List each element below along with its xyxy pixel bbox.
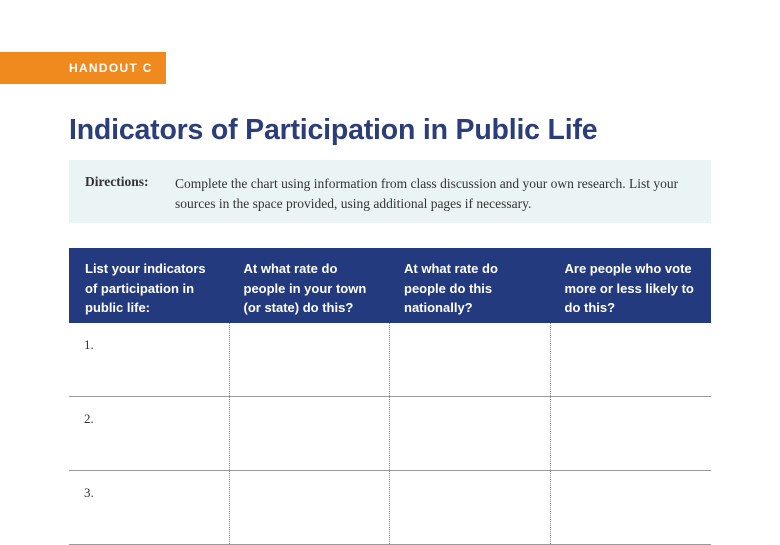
table-cell-indicator[interactable] [69, 397, 230, 470]
table-row [69, 397, 711, 471]
page-title: Indicators of Participation in Public Life [69, 114, 598, 146]
directions-text: Complete the chart using information from class discussion and your own research. List your sources in the space provided, using additional pages if necessary. [175, 176, 679, 211]
table-cell-voter-likelihood[interactable] [551, 323, 712, 396]
table-cell-local-rate[interactable] [230, 471, 391, 544]
table-row [69, 323, 711, 397]
table-cell-indicator[interactable] [69, 323, 230, 396]
directions-label: Directions: [85, 174, 149, 189]
row-number: 2. [84, 411, 94, 426]
table-cell-national-rate[interactable] [390, 471, 551, 544]
handout-tag: HANDOUT C [0, 52, 166, 84]
table-cell-local-rate[interactable] [230, 323, 391, 396]
column-header-local-rate: At what rate do people in your town (or state) do this? [243, 261, 367, 315]
table-cell-indicator[interactable] [69, 471, 230, 544]
column-header-voter-likelihood: Are people who vote more or less likely to do this? [564, 261, 694, 315]
table-cell-local-rate[interactable] [230, 397, 391, 470]
table-cell-national-rate[interactable] [390, 397, 551, 470]
table-cell-voter-likelihood[interactable] [551, 397, 712, 470]
table-cell-national-rate[interactable] [390, 323, 551, 396]
row-number: 1. [84, 337, 94, 352]
participation-chart [69, 248, 711, 545]
column-header-indicators: List your indicators of participation in public life: [85, 261, 206, 315]
table-header-row [69, 248, 711, 323]
table-row [69, 471, 711, 545]
column-header-national-rate: At what rate do people do this nationally? [404, 261, 498, 315]
directions-box [69, 160, 711, 223]
row-number: 3. [84, 485, 94, 500]
table-cell-voter-likelihood[interactable] [551, 471, 712, 544]
